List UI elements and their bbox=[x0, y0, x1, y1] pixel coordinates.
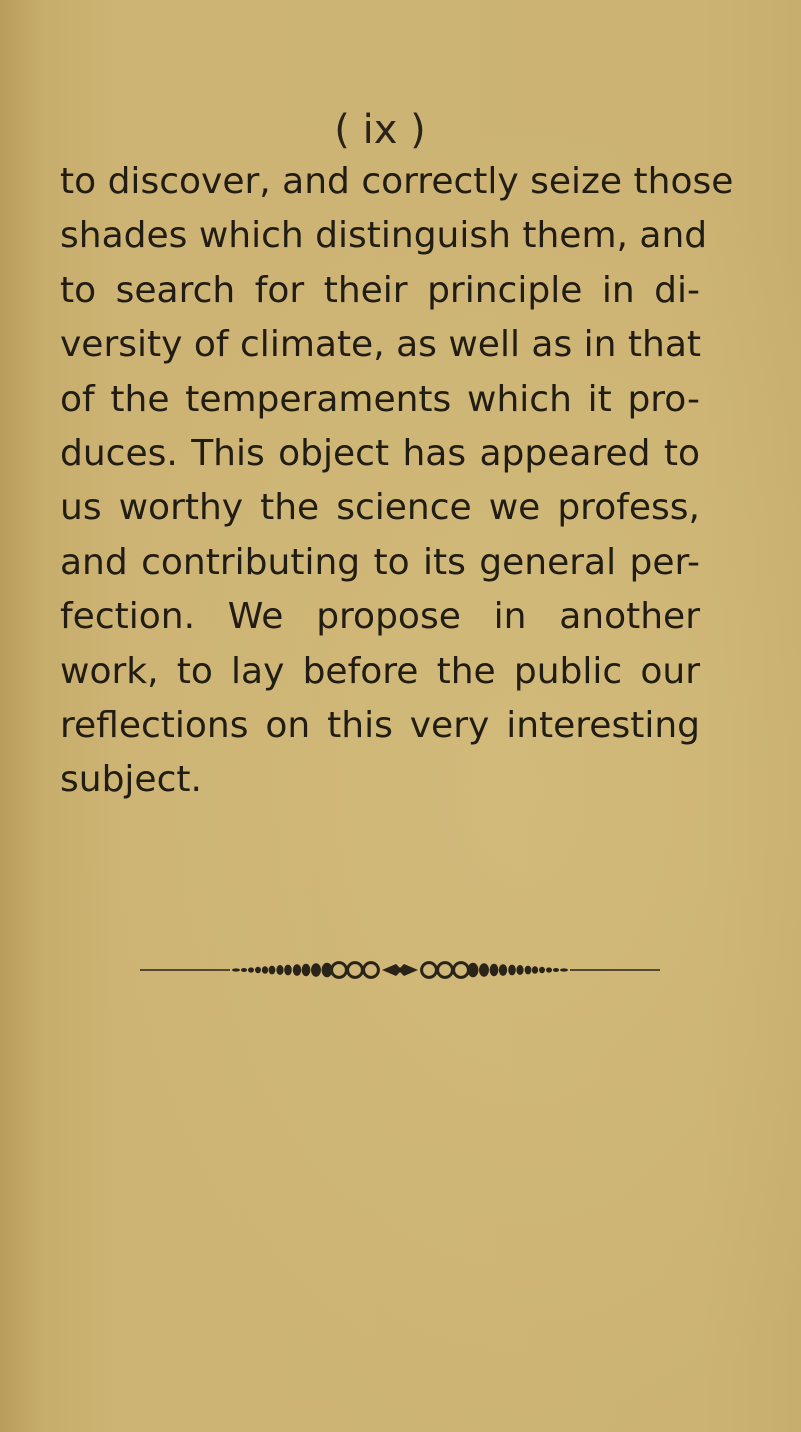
printer-ornament-rule-icon bbox=[140, 960, 660, 980]
text-line: fection. We propose in another bbox=[60, 596, 700, 638]
text-line: of the temperaments which it pro- bbox=[60, 378, 700, 420]
text-line: subject. bbox=[60, 759, 202, 801]
text-line: reflections on this very interesting bbox=[60, 704, 700, 746]
text-line: shades which distinguish them, and bbox=[60, 215, 708, 257]
text-line: and contributing to its general per- bbox=[60, 541, 700, 583]
text-line: to search for their principle in di- bbox=[60, 269, 700, 311]
text-line: to discover, and correctly seize those bbox=[60, 161, 734, 202]
text-line: duces. This object has appeared to bbox=[60, 432, 700, 474]
text-line: versity of climate, as well as in that bbox=[60, 324, 702, 366]
body-text bbox=[60, 155, 734, 808]
text-line: work, to lay before the public our bbox=[60, 650, 700, 692]
text-line: us worthy the science we profess, bbox=[60, 487, 700, 529]
page-number: ( ix ) bbox=[334, 107, 426, 153]
